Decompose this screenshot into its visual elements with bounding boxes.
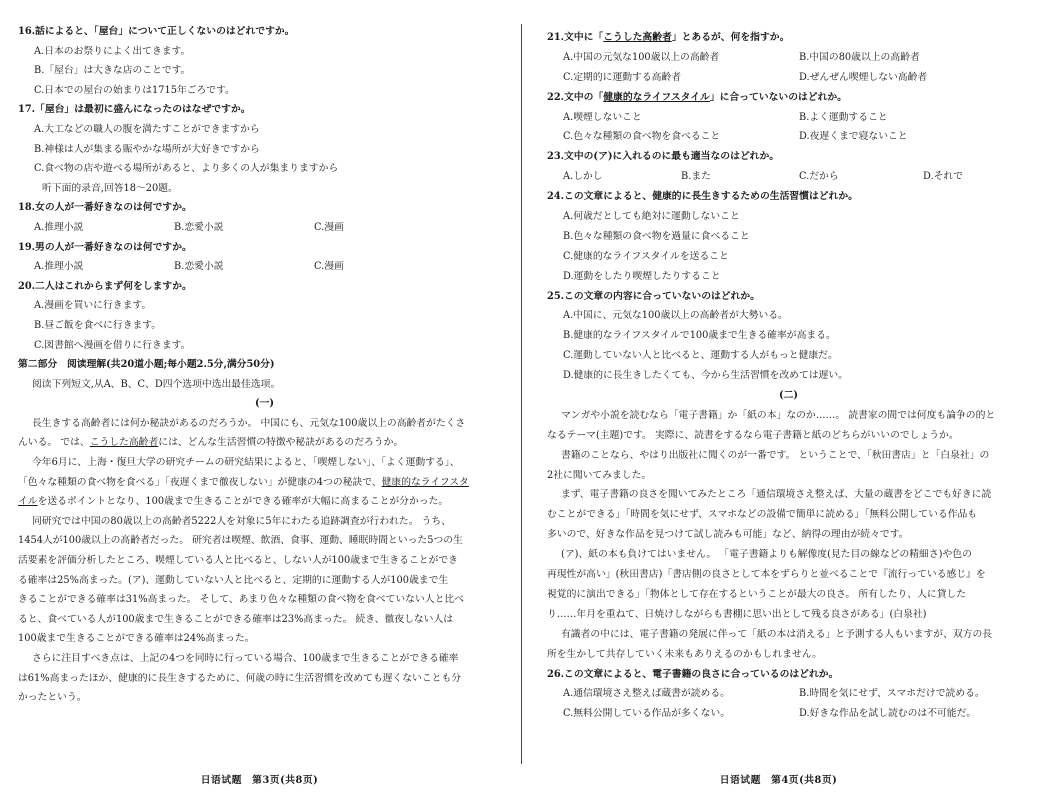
passage2-line: マンガや小説を読むなら「電子書籍」か「紙の本」なのか……。 読書家の間では何度も論争の的と [561,409,996,421]
q26-option-a: A.通信環境さえ整えば蔵書が読める。 [563,688,730,700]
part2-heading: 第二部分 阅读理解(共20道小题;每小题2.5分,满分50分) [18,359,275,371]
passage1-line: さらに注目すべき点は、上記の4つを同時に行っている場合、100歳まで生きることができる確率 [32,653,459,664]
q25-option-b: B.健康的なライフスタイルで100歳まで生きる確率が高まる。 [563,330,836,342]
q23-options [547,167,1030,187]
q19-option-c: C.漫画 [314,261,344,273]
q22-question [547,88,1030,108]
q25-option-d: D.健康的に長生きしたくても、今から生活習慣を改めては遅い。 [563,370,848,382]
q23-option-c: C.だから [799,171,839,183]
q24-question: 24.この文章によると、健康的に長生きするための生活習慣はどれか。 [547,191,858,203]
right-page [519,0,1038,800]
q23-option-d: D.それで [923,171,964,183]
q21-question [547,28,1030,48]
passage1-line: は61%高まったほか、健康的に長生きするために、何歳の時に生活習慣を改めても遅くないことも分 [18,672,462,684]
q24-option-c: C.健康的なライフスタイルを送ること [563,250,729,262]
q18-option-a: A.推理小説 [34,221,84,233]
text-span: 」とあるが、何を指すか。 [671,32,790,43]
part2-instruction: 阅读下列短文,从A、B、C、D四个选项中选出最佳选项。 [32,378,281,390]
q25-option-a: A.中国に、元気な100歳以上の高齢者が大勢いる。 [563,310,788,322]
q16-option-c: C.日本での屋台の始まりは1715年ごろです。 [34,84,235,96]
q17-option-c: C.食べ物の店や遊べる場所があると、より多くの人が集まりますから [34,163,339,175]
q26-option-d: D.好きな作品を試し読むのは不可能だ。 [799,708,977,720]
q23-option-b: B.また [681,171,711,183]
underlined-phrase: こうした高齢者 [89,437,159,449]
underlined-phrase: 健康的なライフスタイル [603,91,710,103]
passage2-line: 所を生かして共存していく未来もありえるのかもしれません。 [547,648,822,660]
q21-options-row1 [547,48,1030,68]
q18-options [18,218,511,238]
q19-option-a: A.推理小説 [34,261,84,273]
q24-option-d: D.運動をしたり喫煙したりすること [563,270,721,282]
q26-option-b: B.時間を気にせず、スマホだけで読める。 [799,688,985,700]
q26-options-row1 [547,684,1030,704]
q18-option-c: C.漫画 [314,221,344,233]
passage1-line: かったという。 [18,692,87,704]
q20-question: 20.二人はこれからまず何をしますか。 [18,280,192,292]
underlined-phrase: 健康的なライフスタ [381,476,469,488]
q23-option-a: A.しかし [563,171,603,183]
passage2-line: 視覚的に演出できる」「物体として存在するということが最大の良さ。 所有したり、人に貸した [547,588,967,600]
q16-option-b: B.「屋台」は大きな店のことです。 [34,65,191,77]
passage2-line: 2社に聞いてみました。 [547,469,652,481]
q21-option-a: A.中国の元気な100歳以上の高齢者 [563,51,720,63]
passage2-line: 書籍のことなら、やはり出版社に聞くのが一番です。 ということで、「秋田書店」と「白泉社」の [561,449,990,461]
listening-instruction: 听下面的录音,回答18～20题。 [42,182,178,194]
passage2-line: 有識者の中には、電子書籍の発展に伴って「紙の本は消える」と予測する人もいますが、双方の長 [561,628,993,640]
q22-option-d: D.夜遅くまで寝ないこと [799,131,908,143]
passage2-line: 再現性が高い」(秋田書店)「書店側の良さとして本をずらりと並べることで『流行っている感じ』を [547,569,986,581]
text-span: には、どんな生活習慣の特徴や秘訣があるのだろうか。 [158,437,404,449]
passage1-line: 100歳まで生きることができる確率は24%高まった。 [18,633,255,645]
passage1-line [18,433,511,453]
text-span: を送るポイントとなり、100歳まで生きることができる確率が大幅に高まることが分かった。 [37,496,449,508]
q21-options-row2 [547,68,1030,88]
underlined-phrase: こうした高齢者 [603,32,672,43]
passage2-line: 多いので、好きな作品を見つけて試し読みも可能」など、納得の理由が続々です。 [547,529,909,541]
text-span: 21.文中に「 [547,32,604,43]
q20-option-b: B.昼ご飯を食べに行きます。 [34,319,162,331]
text-span: んいる。 では、 [18,437,90,449]
q22-option-b: B.よく運動すること [799,111,888,123]
passage2-line: むことができる」「時間を気にせず、スマホなどの設備で簡単に読める」「無料公開している作品も [547,509,978,521]
q22-options-row2 [547,127,1030,147]
passage1-line: きることができる確率は31%高まった。 そして、あまり色々な種類の食べ物を食べていない人と比べ [18,594,464,606]
underlined-phrase: イル [18,496,38,508]
q26-option-c: C.無料公開している作品が多くない。 [563,708,731,720]
passage1-line [18,473,511,493]
q16-question: 16.話によると、「屋台」について正しくないのはどれですか。 [18,26,295,37]
page-footer: 日语试题 第3页(共8页) [200,775,319,786]
q16-option-a: A.日本のお祭りによく出てきます。 [34,45,191,57]
passage1-line: ると、食べている人が100歳まで生きることができる確率は23%高まった。 続き、徹夜しない人は [18,613,454,625]
passage2-line: り……年月を重ねて、日焼けしながらも書棚に思い出として残る良さがある」(白泉社) [547,608,927,620]
passage1-line: 今年6月に、上海・復旦大学の研究チームの研究結果によると、「喫煙しない」、「よく運動する」、 [32,457,460,469]
q25-option-c: C.運動していない人と比べると、運動する人がもっと健康だ。 [563,350,838,362]
q18-option-b: B.恋愛小説 [174,221,224,233]
q21-option-c: C.定期的に運動する高齢者 [563,71,682,83]
text-span: 22.文中の「 [547,91,604,103]
q20-option-c: C.図書館へ漫画を借りに行きます。 [34,339,191,351]
passage1-line: 1454人が100歳以上の高齢者だった。 研究者は喫煙、飲酒、食事、運動、睡眠時間といった5つの生 [18,535,463,547]
passage2-title: (二) [778,390,799,402]
q17-question: 17.「屋台」は最初に盛んになったのはなぜですか。 [18,104,251,116]
passage2-line: (ア)、紙の本も負けてはいません。 「電子書籍よりも解像度(見た目の線などの精細さ)や色の [561,549,972,561]
passage1-title: (一) [254,398,275,410]
passage1-line: 同研究では中国の80歳以上の高齢者5222人を対象に5年にわたる追跡調査が行われた。 うち、 [32,515,452,527]
q17-option-a: A.大工などの職人の腹を満たすことができますから [34,123,260,135]
q24-option-b: B.色々な種類の食べ物を過量に食べること [563,230,750,242]
passage1-line: 長生きする高齢者には何か秘訣があるのだろうか。 中国にも、元気な100歳以上の高齢者がたくさ [32,417,466,429]
passage1-line [18,492,511,512]
text-span: 「色々な種類の食べ物を食べる」「夜遅くまで徹夜しない」が健康の4つの秘訣で、 [18,476,382,488]
q26-question: 26.この文章によると、電子書籍の良さに合っているのはどれか。 [547,668,839,680]
q19-question: 19.男の人が一番好きなのは何ですか。 [18,241,192,253]
page-footer: 日语试题 第4页(共8页) [719,775,838,786]
q17-option-b: B.神様は人が集まる賑やかな場所が大好きですから [34,143,260,155]
q21-option-d: D.ぜんぜん喫煙しない高齢者 [799,71,928,83]
q23-question: 23.文中の(ア)に入れるのに最も適当なのはどれか。 [547,151,780,163]
passage1-line: 活要素を評価分析したところ、喫煙している人と比べると、しない人が100歳まで生きることができ [18,555,458,567]
q19-options [18,257,511,277]
q24-option-a: A.何歳だとしても絶対に運動しないこと [563,211,740,223]
q25-question: 25.この文章の内容に合っていないのはどれか。 [547,290,760,302]
passage2-line: まず、電子書籍の良さを聞いてみたところ「通信環境さえ整えば、大量の蔵書をどこでも好きに読 [561,489,992,501]
text-span: 」に合っていないのはどれか。 [709,91,847,103]
q19-option-b: B.恋愛小説 [174,261,224,273]
q26-options-row2 [547,704,1030,724]
q22-options-row1 [547,108,1030,128]
passage2-line: なるテーマ(主題)です。 実際に、読書をするなら電子書籍と紙のどちらがいいのでしょうか。 [547,429,959,441]
passage1-line: る確率は25%高まった。(ア)、運動していない人と比べると、定期的に運動する人が100歳まで生 [18,574,449,586]
q22-option-a: A.喫煙しないこと [563,111,642,123]
q22-option-c: C.色々な種類の食べ物を食べること [563,131,721,143]
q21-option-b: B.中国の80歳以上の高齢者 [799,51,920,63]
q20-option-a: A.漫画を買いに行きます。 [34,300,152,312]
q18-question: 18.女の人が一番好きなのは何ですか。 [18,202,192,214]
